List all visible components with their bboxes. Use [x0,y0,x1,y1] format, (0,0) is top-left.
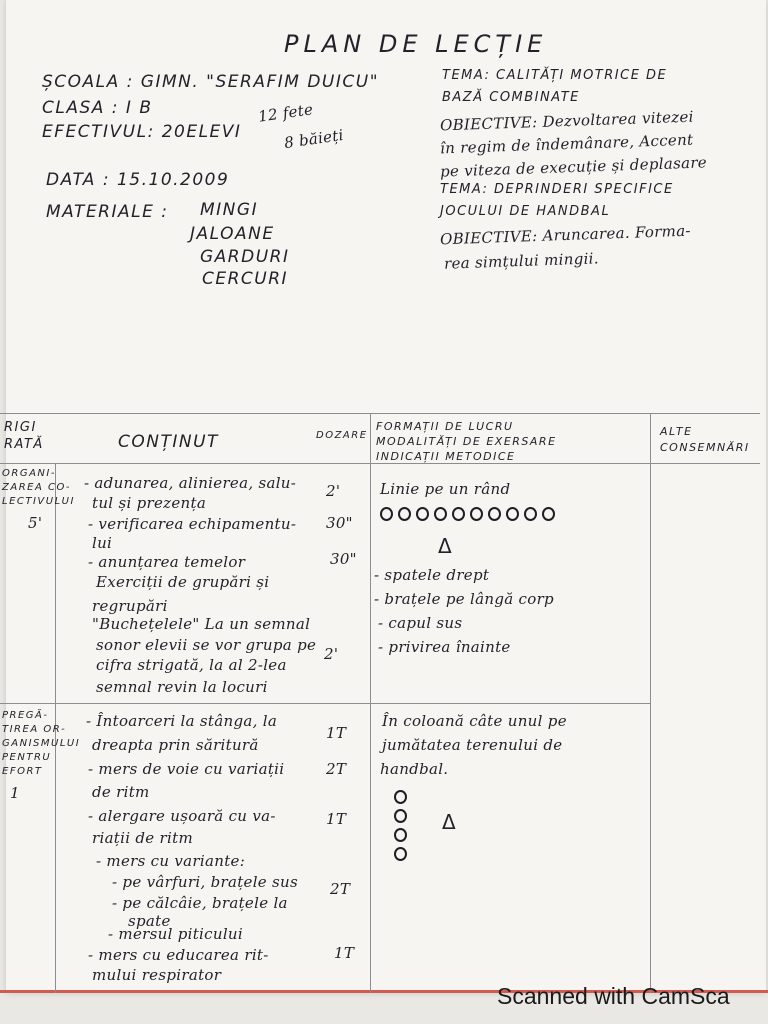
table-header-border [0,463,760,464]
content-line: - alergare ușoară cu va- [88,807,276,825]
school-line: ȘCOALA : GIMN. "SERAFIM DUICU" [42,72,380,92]
dozare-value: 1T [326,810,347,828]
content-line: - mersul piticului [108,925,243,943]
material-item: MINGI [200,200,259,220]
student-marker [394,847,407,861]
dozare-value: 1T [334,944,355,962]
table-column-divider [370,413,371,993]
header-verigi: RIGI [4,420,37,435]
dozare-value: 2' [326,482,341,500]
content-line: cifra strigată, la al 2-lea [96,656,287,674]
indication-line: - spatele drept [374,566,490,584]
content-line: lui [92,534,113,552]
girls-count: 12 fete [257,100,315,126]
student-marker [394,828,407,842]
content-line: - adunarea, alinierea, salu- [84,474,297,492]
student-marker [524,507,537,521]
student-formation-row [380,507,555,521]
theme-line: TEMA: DEPRINDERI SPECIFICE [440,182,674,197]
veriga-label: PENTRU [2,752,52,763]
content-line: regrupări [92,597,168,615]
content-line: riații de ritm [92,829,193,847]
dozare-value: 30" [330,550,357,568]
content-line: - mers cu variante: [96,852,246,870]
veriga-label: PREGĂ- [2,710,49,721]
header-continut: CONȚINUT [118,432,219,452]
content-line: tul și prezența [92,494,207,512]
theme-line: OBIECTIVE: Dezvoltarea vitezei [439,107,695,135]
header-verigi: RATĂ [4,437,44,452]
material-item: CERCURI [202,269,289,289]
student-marker [452,507,465,521]
student-marker [488,507,501,521]
student-marker [416,507,429,521]
teacher-marker-icon: Δ [438,534,452,558]
student-marker [380,507,393,521]
content-line: - mers cu educarea rit- [88,946,269,964]
veriga-label: EFORT [2,766,43,777]
table-top-border [0,413,760,414]
content-line: - anunțarea temelor [88,553,246,571]
content-line: de ritm [92,783,150,801]
veriga-label: TIREA OR- [2,724,67,735]
header-alte: CONSEMNĂRI [660,441,750,454]
student-marker [506,507,519,521]
class-line: CLASA : I B [42,98,153,118]
teacher-marker-icon: Δ [442,810,456,834]
student-marker [394,809,407,823]
material-item: GARDURI [200,247,290,267]
veriga-time: 1 [10,784,20,802]
content-line: - mers de voie cu variații [88,760,285,778]
theme-line: pe viteza de execuție și deplasare [439,153,708,181]
indication-line: - capul sus [378,614,463,632]
header-formatii: MODALITĂȚI DE EXERSARE [376,435,557,448]
indication-line: Linie pe un rând [380,480,511,498]
student-marker [470,507,483,521]
veriga-label: ORGANI- [2,468,56,479]
dozare-value: 2T [330,880,351,898]
content-line: - pe vârfuri, brațele sus [112,873,299,891]
indication-line: - brațele pe lângă corp [374,590,554,608]
content-line: "Buchețelele" La un semnal [92,615,311,633]
content-line: semnal revin la locuri [96,678,268,696]
theme-line: în regim de îndemânare, Accent [439,130,694,158]
student-marker [434,507,447,521]
dozare-value: 30" [326,514,353,532]
student-marker [398,507,411,521]
veriga-time: 5' [28,514,43,532]
content-line: dreapta prin săritură [92,736,259,754]
theme-line: JOCULUI DE HANDBAL [440,204,611,219]
indication-line: handbal. [380,760,449,778]
content-line: - pe călcâie, brațele la [112,894,288,912]
veriga-label: LECTIVULUI [2,496,75,507]
content-line: Exerciții de grupări și [96,573,270,591]
header-formatii: INDICAȚII METODICE [376,450,516,463]
table-row-border [0,703,650,704]
theme-line: rea simțului mingii. [443,249,600,273]
indication-line: jumătatea terenului de [382,736,563,754]
dozare-value: 1T [326,724,347,742]
student-marker [394,790,407,804]
header-alte: ALTE [660,425,693,438]
content-line: spate [128,912,171,930]
dozare-value: 2T [326,760,347,778]
header-formatii: FORMAȚII DE LUCRU [376,420,514,433]
veriga-label: ZAREA CO- [2,482,71,493]
content-line: sonor elevii se vor grupa pe [96,636,317,654]
theme-line: OBIECTIVE: Aruncarea. Forma- [439,221,692,249]
student-formation-column [394,790,407,861]
theme-line: BAZĂ COMBINATE [442,90,580,105]
page-title: PLAN DE LECȚIE [284,30,548,58]
effective-line: EFECTIVUL: 20ELEVI [42,122,242,142]
student-marker [542,507,555,521]
content-line: mului respirator [92,966,222,984]
header-dozare: DOZARE [316,430,368,441]
dozare-value: 2' [324,645,339,663]
veriga-label: GANISMULUI [2,738,81,749]
theme-line: TEMA: CALITĂȚI MOTRICE DE [442,68,668,83]
material-item: JALOANE [190,224,275,244]
boys-count: 8 băieți [283,125,345,153]
table-column-divider [650,413,651,993]
date-line: DATA : 15.10.2009 [46,170,230,190]
indication-line: În coloană câte unul pe [382,712,567,730]
indication-line: - privirea înainte [378,638,511,656]
content-line: - Întoarceri la stânga, la [86,712,278,730]
camscanner-watermark: Scanned with CamSca [497,983,730,1009]
content-line: - verificarea echipamentu- [88,515,297,533]
materials-label: MATERIALE : [46,202,169,222]
